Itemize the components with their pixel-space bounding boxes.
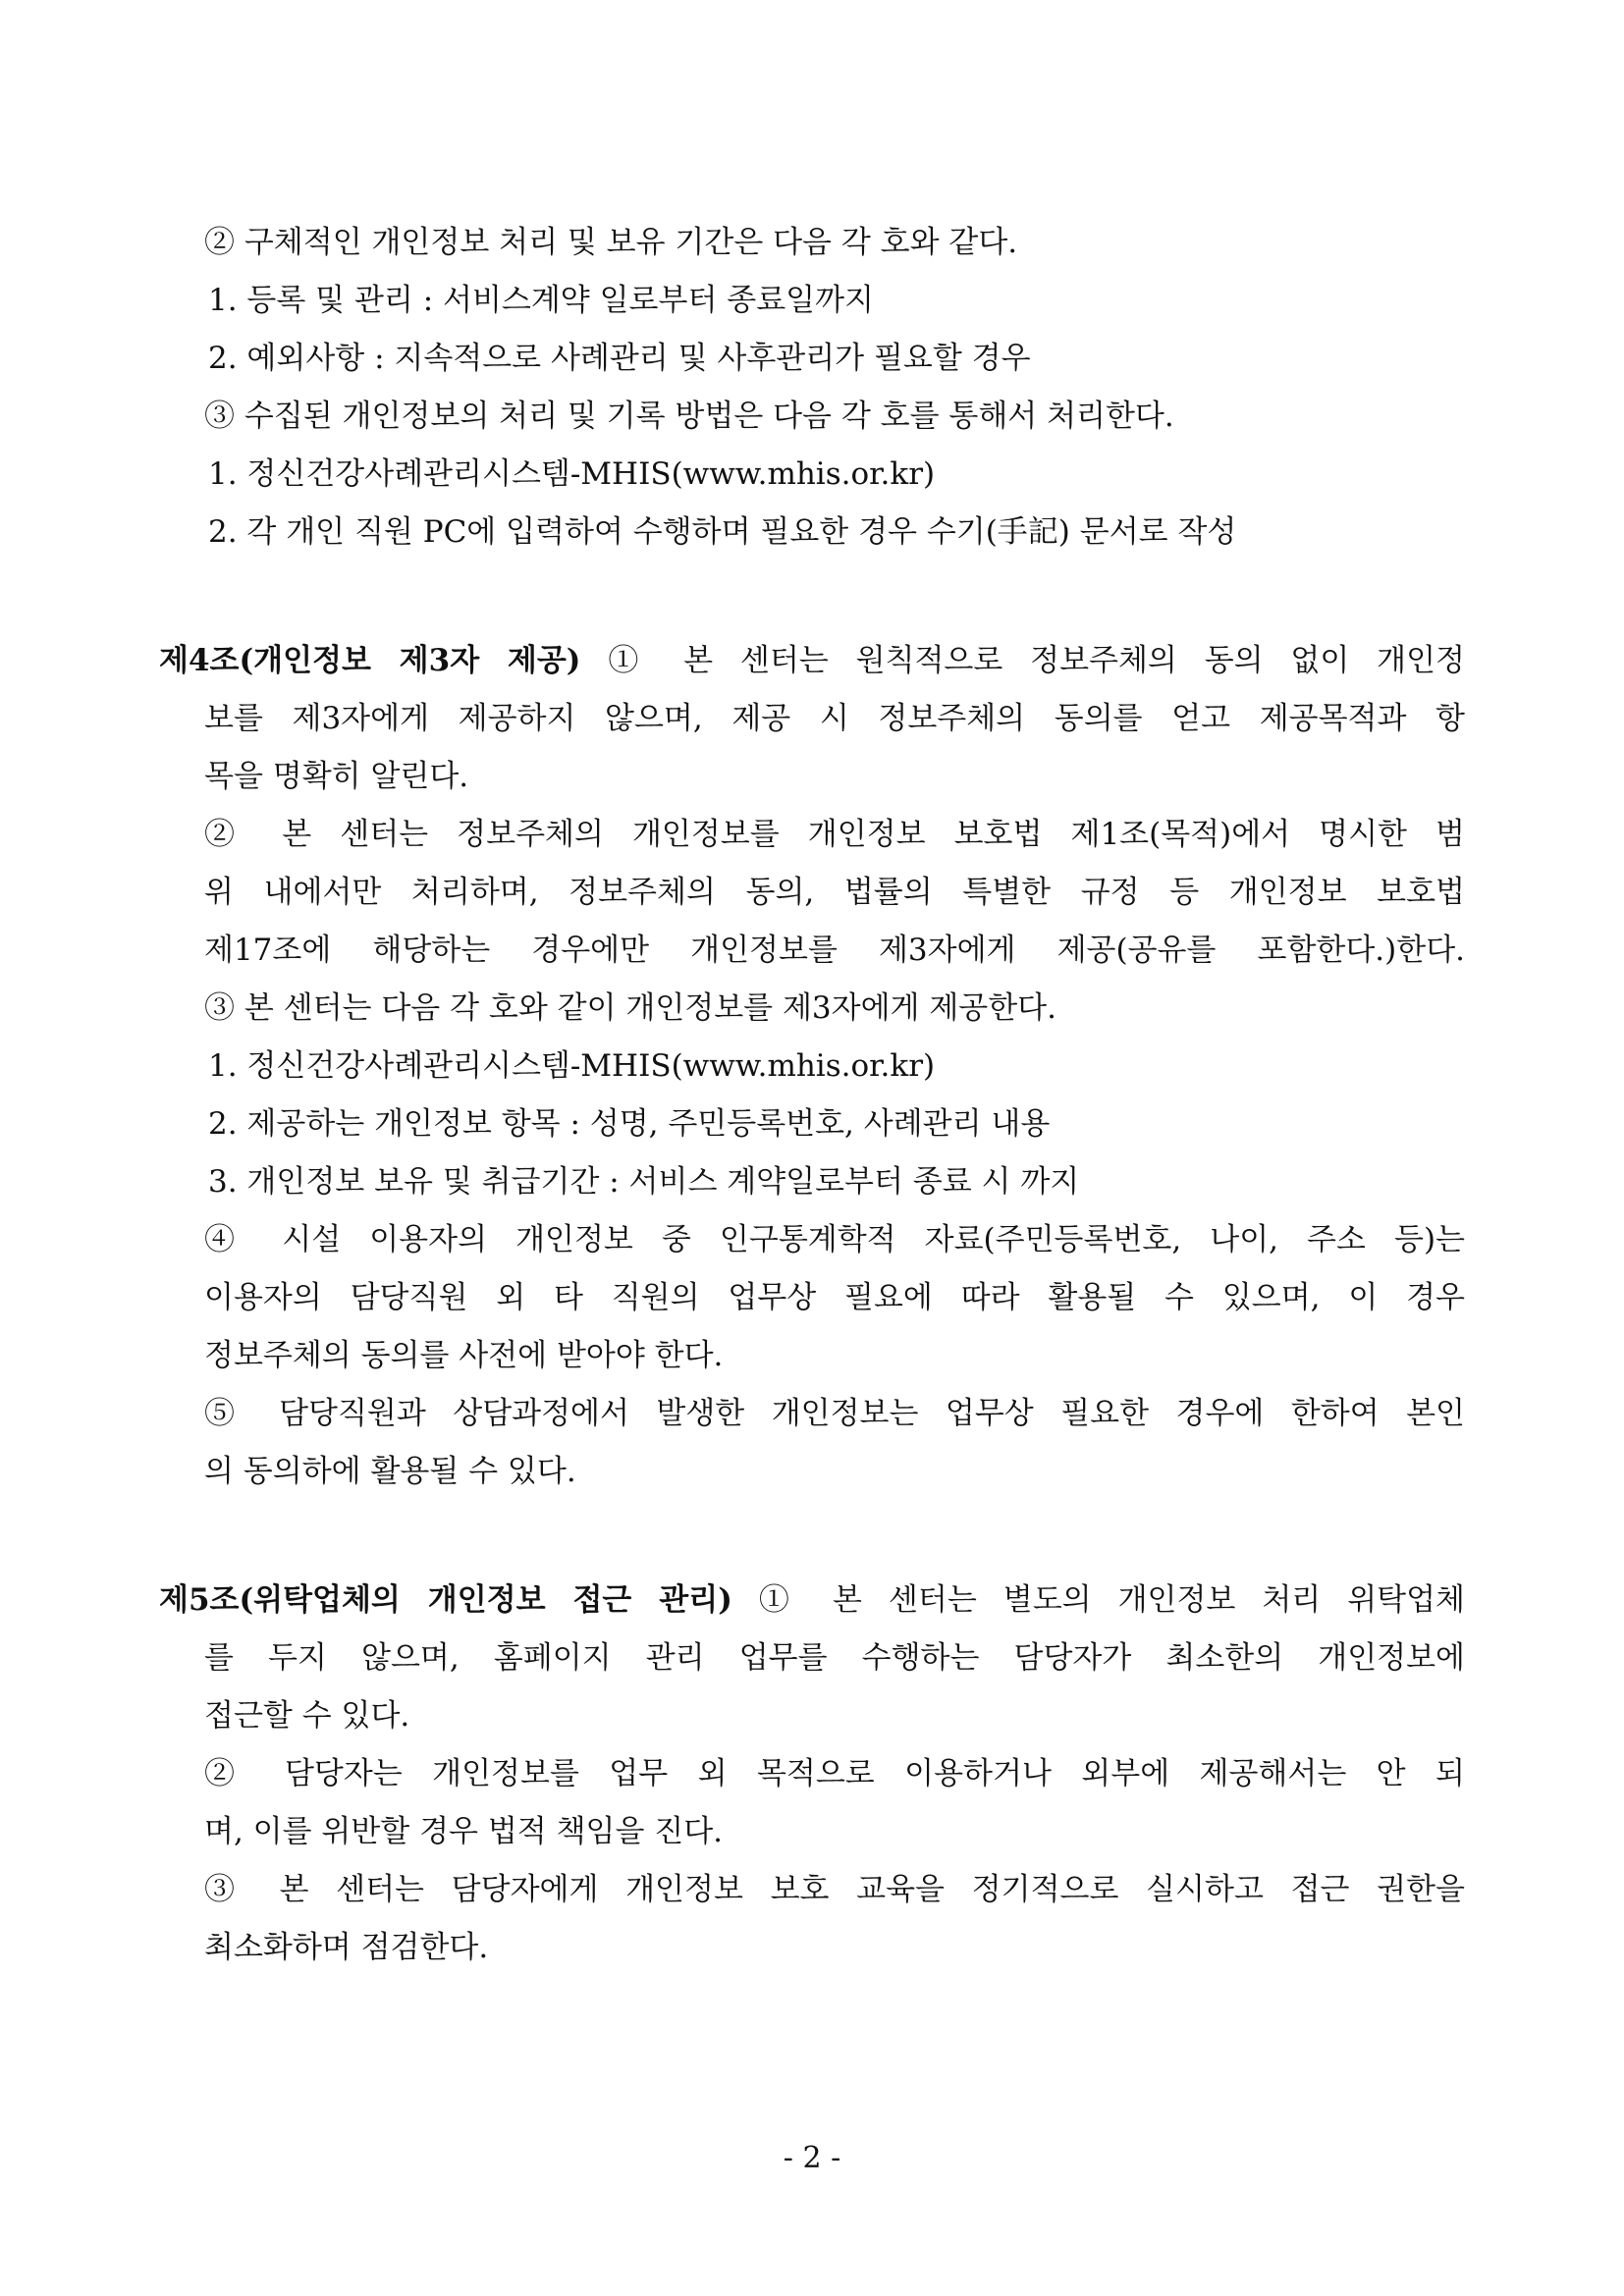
paragraph-line: 정보주체의 동의를 사전에 받아야 한다.: [204, 1338, 724, 1373]
paragraph-text: ① 본 센터는 원칙적으로 정보주체의 동의 없이 개인정: [608, 643, 1465, 678]
paragraph-line: 이용자의 담당직원 외 타 직원의 업무상 필요에 따라 활용될 수 있으며, 이 경우: [204, 1280, 1465, 1315]
list-item: 1. 정신건강사례관리시스템-MHIS(www.mhis.or.kr): [208, 456, 936, 492]
paragraph-line: 제17조에 해당하는 경우에만 개인정보를 제3자에게 제공(공유를 포함한다.)한다.: [204, 933, 1465, 968]
list-item: 2. 각 개인 직원 PC에 입력하여 수행하며 필요한 경우 수기(手記) 문서로 작성: [208, 514, 1237, 550]
paragraph-line: ③ 본 센터는 다음 각 호와 같이 개인정보를 제3자에게 제공한다.: [204, 990, 1056, 1026]
article-5-first-line: [159, 1581, 1465, 1639]
paragraph-line: 접근할 수 있다.: [204, 1698, 410, 1734]
paragraph-line: 며, 이를 위반할 경우 법적 책임을 진다.: [204, 1814, 724, 1849]
paragraph-line: 를 두지 않으며, 홈페이지 관리 업무를 수행하는 담당자가 최소한의 개인정보에: [204, 1640, 1465, 1676]
paragraph-line: ③ 수집된 개인정보의 처리 및 기록 방법은 다음 각 호를 통해서 처리한다.: [204, 399, 1174, 434]
paragraph-line: ② 구체적인 개인정보 처리 및 보유 기간은 다음 각 호와 같다.: [204, 225, 1018, 260]
paragraph-line: 위 내에서만 처리하며, 정보주체의 동의, 법률의 특별한 규정 등 개인정보 보호법: [204, 875, 1465, 910]
article-4-heading: 제4조(개인정보 제3자 제공): [159, 643, 581, 678]
list-item: 1. 등록 및 관리 : 서비스계약 일로부터 종료일까지: [208, 283, 874, 318]
paragraph-line: 의 동의하에 활용될 수 있다.: [204, 1454, 576, 1489]
list-item: 2. 예외사항 : 지속적으로 사례관리 및 사후관리가 필요할 경우: [208, 341, 1031, 376]
list-item: 2. 제공하는 개인정보 항목 : 성명, 주민등록번호, 사례관리 내용: [208, 1106, 1051, 1142]
article-4-first-line: [159, 642, 1465, 700]
paragraph-line: ④ 시설 이용자의 개인정보 중 인구통계학적 자료(주민등록번호, 나이, 주소 등)는: [204, 1222, 1465, 1257]
article-5-heading: 제5조(위탁업체의 개인정보 접근 관리): [159, 1582, 732, 1618]
list-item: 1. 정신건강사례관리시스템-MHIS(www.mhis.or.kr): [208, 1048, 936, 1084]
section-gap: [159, 1511, 1465, 1581]
list-item: 3. 개인정보 보유 및 취급기간 : 서비스 계약일로부터 종료 시 까지: [208, 1164, 1080, 1200]
document-body: [159, 224, 1465, 1987]
section-gap: [159, 571, 1465, 642]
page-number: - 2 -: [783, 2141, 841, 2175]
paragraph-line: ② 담당자는 개인정보를 업무 외 목적으로 이용하거나 외부에 제공해서는 안 되: [204, 1756, 1465, 1791]
paragraph-line: 목을 명확히 알린다.: [204, 759, 469, 794]
paragraph-line: ⑤ 담당직원과 상담과정에서 발생한 개인정보는 업무상 필요한 경우에 한하여 본인: [204, 1396, 1465, 1431]
paragraph-line: 보를 제3자에게 제공하지 않으며, 제공 시 정보주체의 동의를 얻고 제공목적과 항: [204, 701, 1465, 736]
paragraph-line: ② 본 센터는 정보주체의 개인정보를 개인정보 보호법 제1조(목적)에서 명시한 범: [204, 817, 1465, 852]
paragraph-text: ① 본 센터는 별도의 개인정보 처리 위탁업체: [758, 1582, 1465, 1618]
paragraph-line: 최소화하며 점검한다.: [204, 1930, 489, 1965]
paragraph-line: ③ 본 센터는 담당자에게 개인정보 보호 교육을 정기적으로 실시하고 접근 권한을: [204, 1872, 1465, 1907]
